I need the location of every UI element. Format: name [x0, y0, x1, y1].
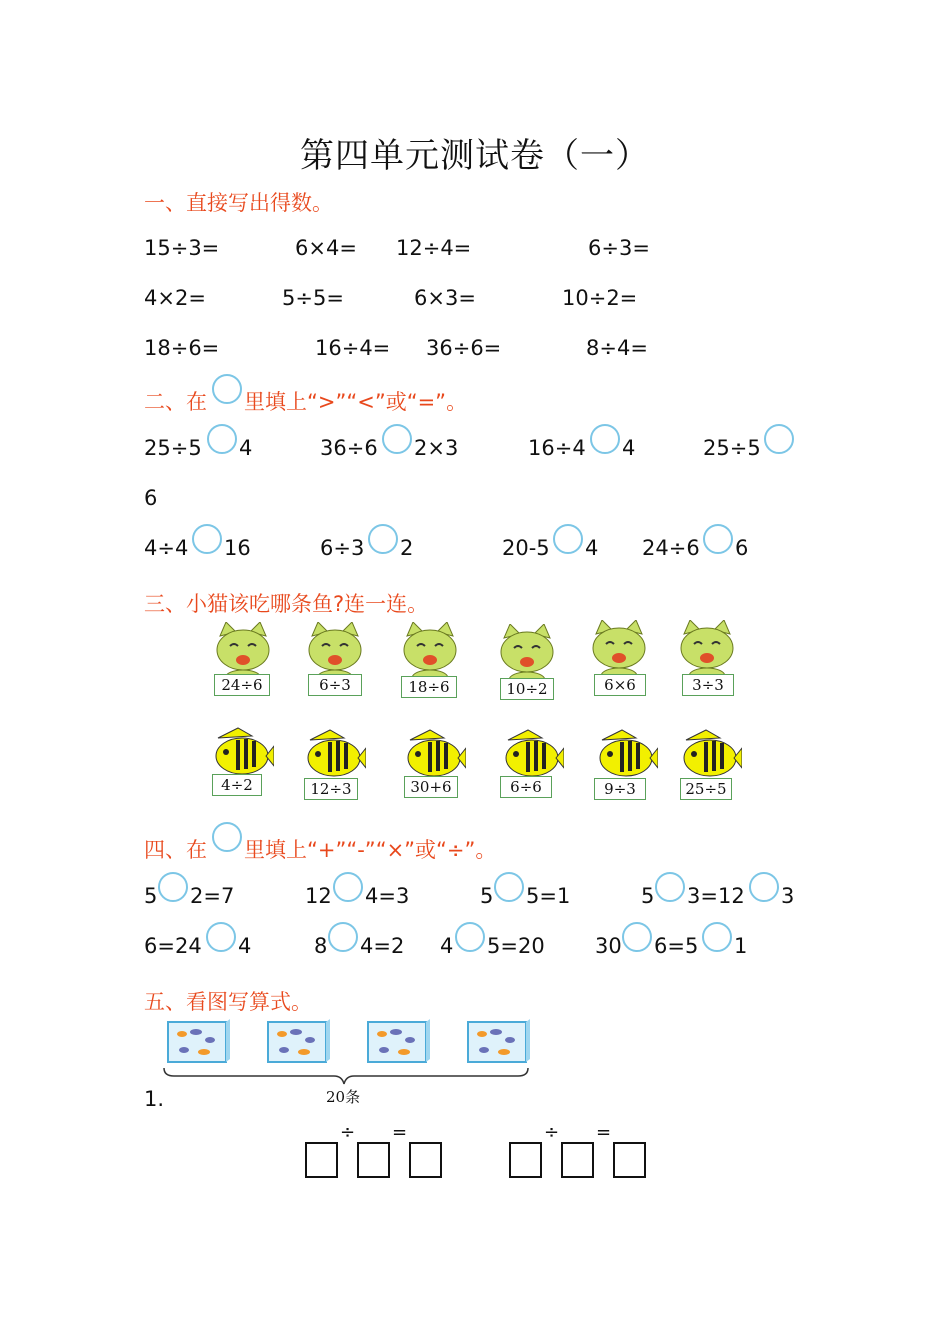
- compare-left: 36÷6: [320, 436, 378, 460]
- problem: 15÷3=: [144, 236, 220, 260]
- cat-card: 10÷2: [500, 678, 554, 700]
- op-left: 12: [305, 884, 332, 908]
- cat-item[interactable]: [300, 622, 370, 702]
- operator-circle[interactable]: [655, 872, 685, 902]
- op-left: 6=24: [144, 934, 202, 958]
- op-left: 5: [144, 884, 158, 908]
- compare-right: 4: [239, 436, 253, 460]
- equals-sign: =: [596, 1122, 612, 1143]
- op-right: 4=3: [365, 884, 410, 908]
- cat-icon: [672, 620, 742, 680]
- fish-item[interactable]: [208, 726, 274, 801]
- op-left: 5: [480, 884, 494, 908]
- op-right: 2=7: [190, 884, 235, 908]
- operator-circle[interactable]: [206, 922, 236, 952]
- operator-circle[interactable]: [333, 872, 363, 902]
- fish-icon: [592, 728, 658, 780]
- cat-card: 24÷6: [214, 674, 270, 696]
- compare-right: 4: [585, 536, 599, 560]
- compare-right: 4: [622, 436, 636, 460]
- section-2-heading-b: 里填上“>”“<”或“=”。: [244, 390, 468, 414]
- compare-right: 16: [224, 536, 251, 560]
- fish-card: 30+6: [404, 776, 458, 798]
- op-right: 6=5: [654, 934, 699, 958]
- op-left: 30: [595, 934, 622, 958]
- compare-left: 6÷3: [320, 536, 365, 560]
- cat-card: 6×6: [594, 674, 646, 696]
- fish-card: 25÷5: [680, 778, 732, 800]
- compare-circle[interactable]: [368, 524, 398, 554]
- answer-circle-example: [212, 374, 242, 404]
- compare-right: 6: [735, 536, 749, 560]
- op-right: 4: [238, 934, 252, 958]
- answer-box[interactable]: [509, 1142, 542, 1178]
- op-right: 3: [781, 884, 795, 908]
- compare-left: 16÷4: [528, 436, 586, 460]
- equals-sign: =: [392, 1122, 408, 1143]
- operator-circle[interactable]: [749, 872, 779, 902]
- fish-icon: [208, 726, 274, 778]
- item-number: 1.: [144, 1087, 165, 1111]
- fish-tank-icon: [266, 1018, 332, 1066]
- answer-box[interactable]: [613, 1142, 646, 1178]
- compare-right: 2: [400, 536, 414, 560]
- section-2-heading-a: 二、在: [144, 390, 207, 414]
- section-4-heading-a: 四、在: [144, 838, 207, 862]
- fish-item[interactable]: [498, 728, 564, 803]
- problem: 6÷3=: [588, 236, 650, 260]
- cat-icon: [395, 622, 465, 682]
- cat-item[interactable]: [672, 620, 742, 700]
- compare-left: 24÷6: [642, 536, 700, 560]
- problem: 18÷6=: [144, 336, 220, 360]
- cat-icon: [300, 622, 370, 682]
- op-left: 8: [314, 934, 328, 958]
- compare-circle[interactable]: [192, 524, 222, 554]
- answer-box[interactable]: [409, 1142, 442, 1178]
- fish-tank-icon: [366, 1018, 432, 1066]
- problem: 6×3=: [414, 286, 476, 310]
- problem: 10÷2=: [562, 286, 638, 310]
- op-left: 4: [440, 934, 454, 958]
- compare-left: 20-5: [502, 536, 550, 560]
- problem: 6×4=: [295, 236, 357, 260]
- compare-right-wrap: 6: [144, 486, 158, 510]
- cat-item[interactable]: [395, 622, 465, 702]
- section-3-heading: 三、小猫该吃哪条鱼?连一连。: [144, 592, 429, 616]
- divide-sign: ÷: [340, 1122, 356, 1143]
- problem: 16÷4=: [315, 336, 391, 360]
- op-right: 1: [734, 934, 748, 958]
- fish-tank-icon: [166, 1018, 232, 1066]
- cat-card: 6÷3: [308, 674, 362, 696]
- cat-icon: [208, 622, 278, 682]
- brace-icon: [162, 1066, 532, 1086]
- compare-circle[interactable]: [590, 424, 620, 454]
- fish-item[interactable]: [400, 728, 466, 803]
- fish-card: 4÷2: [212, 774, 262, 796]
- problem: 5÷5=: [282, 286, 344, 310]
- cat-item[interactable]: [584, 620, 654, 700]
- cat-icon: [492, 624, 562, 684]
- problem: 12÷4=: [396, 236, 472, 260]
- cat-icon: [584, 620, 654, 680]
- operator-circle[interactable]: [702, 922, 732, 952]
- section-1-heading: 一、直接写出得数。: [144, 191, 333, 215]
- compare-left: 25÷5: [144, 436, 202, 460]
- operator-circle[interactable]: [328, 922, 358, 952]
- brace-label: 20条: [326, 1088, 361, 1106]
- compare-circle[interactable]: [553, 524, 583, 554]
- compare-left: 25÷5: [703, 436, 761, 460]
- compare-circle[interactable]: [382, 424, 412, 454]
- operator-circle[interactable]: [158, 872, 188, 902]
- fish-item[interactable]: [676, 728, 742, 803]
- compare-circle[interactable]: [764, 424, 794, 454]
- compare-left: 4÷4: [144, 536, 189, 560]
- page-title: 第四单元测试卷（一）: [300, 136, 650, 176]
- answer-box[interactable]: [357, 1142, 390, 1178]
- cat-item[interactable]: [492, 624, 562, 704]
- divide-sign: ÷: [544, 1122, 560, 1143]
- problem: 4×2=: [144, 286, 206, 310]
- op-right: 5=1: [526, 884, 571, 908]
- fish-item[interactable]: [300, 728, 366, 803]
- cat-card: 3÷3: [682, 674, 734, 696]
- fish-card: 9÷3: [594, 778, 646, 800]
- op-left: 5: [641, 884, 655, 908]
- answer-circle-example: [212, 822, 242, 852]
- fish-icon: [300, 728, 366, 780]
- fish-icon: [676, 728, 742, 780]
- operator-circle[interactable]: [455, 922, 485, 952]
- compare-right: 2×3: [414, 436, 459, 460]
- op-right: 5=20: [487, 934, 545, 958]
- op-right: 3=12: [687, 884, 745, 908]
- fish-icon: [498, 728, 564, 780]
- fish-item[interactable]: [592, 728, 658, 803]
- section-5-heading: 五、看图写算式。: [144, 990, 312, 1014]
- operator-circle[interactable]: [494, 872, 524, 902]
- compare-circle[interactable]: [703, 524, 733, 554]
- section-4-heading-b: 里填上“+”“-”“×”或“÷”。: [244, 838, 497, 862]
- fish-tank-icon: [466, 1018, 532, 1066]
- fish-card: 12÷3: [304, 778, 358, 800]
- cat-card: 18÷6: [401, 676, 457, 698]
- fish-card: 6÷6: [500, 776, 552, 798]
- operator-circle[interactable]: [622, 922, 652, 952]
- problem: 8÷4=: [586, 336, 648, 360]
- answer-box[interactable]: [561, 1142, 594, 1178]
- op-right: 4=2: [360, 934, 405, 958]
- fish-icon: [400, 728, 466, 780]
- cat-item[interactable]: [208, 622, 278, 702]
- problem: 36÷6=: [426, 336, 502, 360]
- answer-box[interactable]: [305, 1142, 338, 1178]
- compare-circle[interactable]: [207, 424, 237, 454]
